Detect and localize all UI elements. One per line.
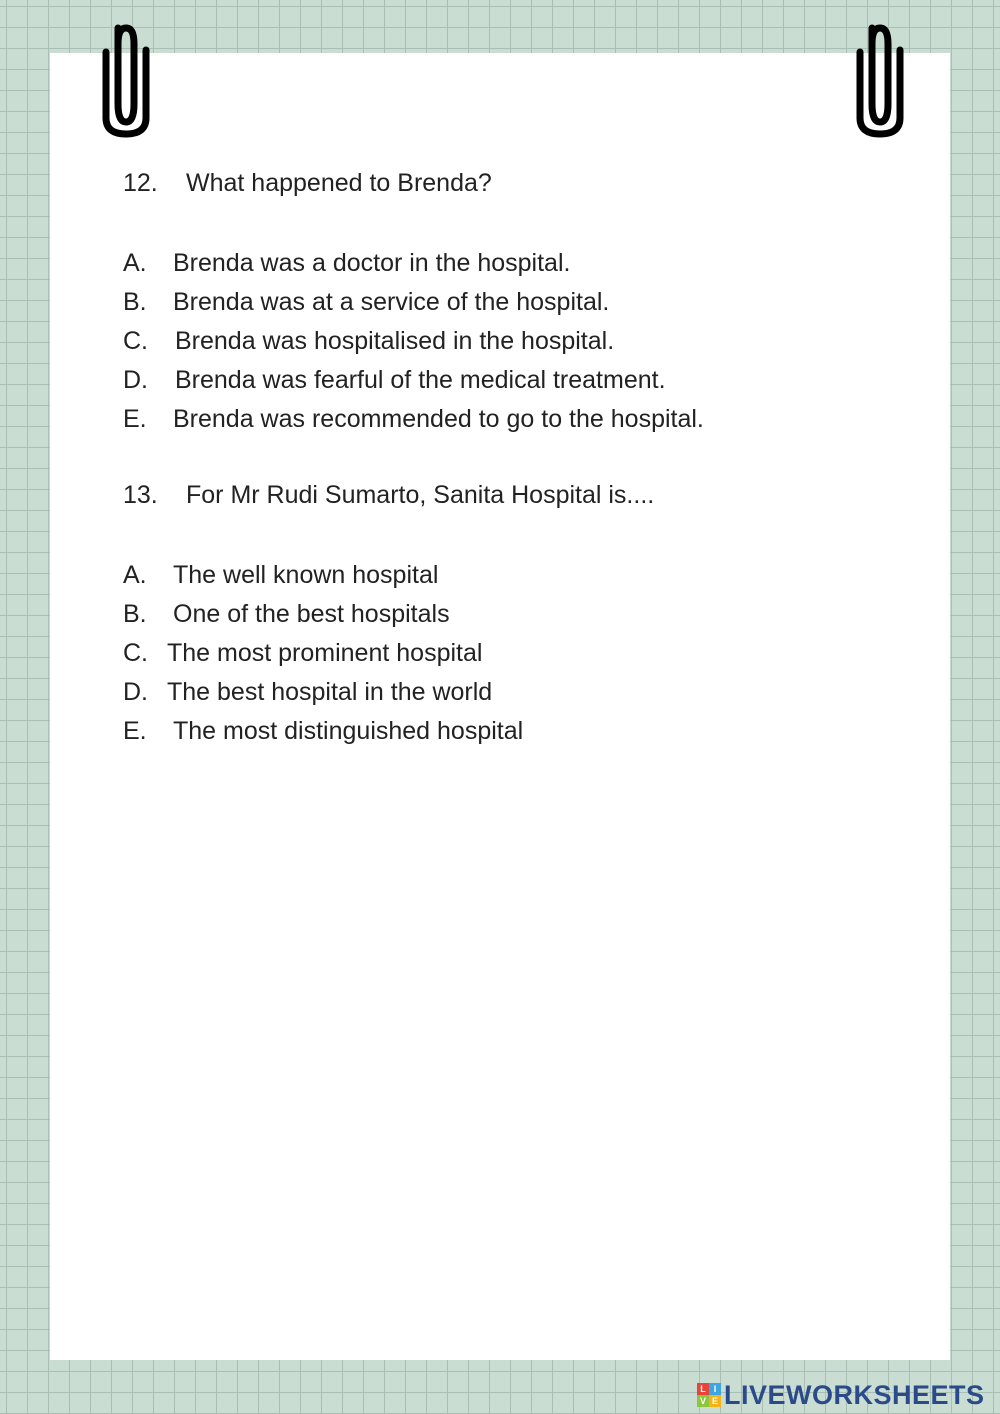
answer-option[interactable] xyxy=(123,400,903,439)
answer-option[interactable] xyxy=(123,361,903,400)
question-list xyxy=(123,166,903,790)
paperclip-icon xyxy=(850,22,910,140)
answer-option[interactable] xyxy=(123,673,903,712)
option-letter: E. xyxy=(123,717,147,745)
question-text: For Mr Rudi Sumarto, Sanita Hospital is.... xyxy=(186,481,655,509)
question-13 xyxy=(123,478,903,512)
liveworksheets-logo-icon xyxy=(697,1383,721,1407)
answer-option[interactable] xyxy=(123,595,903,634)
question-12 xyxy=(123,166,903,200)
answer-option[interactable] xyxy=(123,712,903,751)
brand-name: LIVEWORKSHEETS xyxy=(724,1379,985,1410)
paperclip-icon xyxy=(96,22,156,140)
option-letter: A. xyxy=(123,249,147,277)
question-text: What happened to Brenda? xyxy=(186,169,492,197)
answer-option[interactable] xyxy=(123,244,903,283)
answer-options-13 xyxy=(123,556,903,751)
question-number: 13. xyxy=(123,481,158,509)
option-letter: C. xyxy=(123,639,148,667)
option-text: Brenda was at a service of the hospital. xyxy=(173,288,610,316)
option-letter: B. xyxy=(123,600,147,628)
option-text: Brenda was a doctor in the hospital. xyxy=(173,249,571,277)
answer-options-12 xyxy=(123,244,903,439)
option-text: The most prominent hospital xyxy=(167,639,483,667)
option-text: Brenda was recommended to go to the hospital. xyxy=(173,405,704,433)
option-letter: A. xyxy=(123,561,147,589)
logo-tile: V xyxy=(697,1395,709,1407)
answer-option[interactable] xyxy=(123,556,903,595)
option-text: The best hospital in the world xyxy=(167,678,493,706)
option-text: The well known hospital xyxy=(173,561,439,589)
answer-option[interactable] xyxy=(123,283,903,322)
answer-option[interactable] xyxy=(123,634,903,673)
option-text: The most distinguished hospital xyxy=(173,717,524,745)
logo-tile: E xyxy=(709,1395,721,1407)
option-letter: E. xyxy=(123,405,147,433)
option-letter: D. xyxy=(123,678,148,706)
liveworksheets-brand[interactable] xyxy=(697,1379,985,1411)
logo-tile: L xyxy=(697,1383,709,1395)
option-text: Brenda was fearful of the medical treatment. xyxy=(175,366,666,394)
option-letter: C. xyxy=(123,327,148,355)
option-letter: B. xyxy=(123,288,147,316)
option-letter: D. xyxy=(123,366,148,394)
question-number: 12. xyxy=(123,169,158,197)
option-text: One of the best hospitals xyxy=(173,600,450,628)
option-text: Brenda was hospitalised in the hospital. xyxy=(175,327,615,355)
logo-tile: I xyxy=(709,1383,721,1395)
answer-option[interactable] xyxy=(123,322,903,361)
